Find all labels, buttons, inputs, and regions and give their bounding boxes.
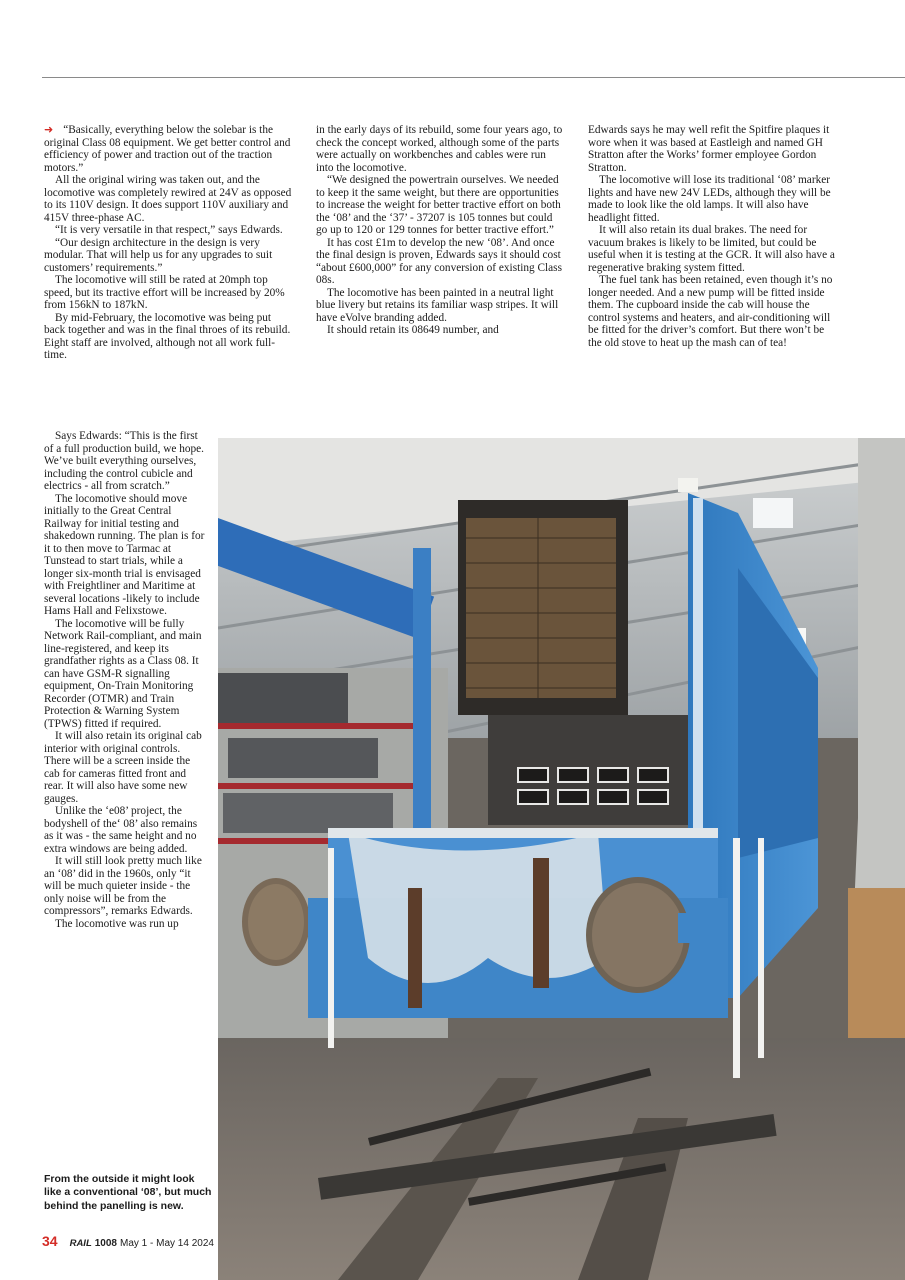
paragraph: By mid-February, the locomotive was being put back together and was in the final throes of its rebuild. Eight staff are involved, although not all work full-time. <box>44 311 291 361</box>
paragraph: The locomotive will still be rated at 20mph top speed, but its tractive effort will be increased by 20% from 156kN to 187kN. <box>44 274 285 311</box>
issue-number: 1008 <box>94 1238 117 1249</box>
paragraph: Says Edwards: “This is the first of a full production build, we hope. We’ve built everything ourselves, including the control cubicle and electrics - all from scratch.” <box>44 430 205 492</box>
locomotive-illustration <box>218 438 905 1280</box>
paragraph: “We designed the powertrain ourselves. We needed to keep it the same weight, but there are opportunities to increase the weight for better tractive effort on both the ‘08’ and the ‘37’ - 37207 is 105 tonnes but could go up to 120 or 129 tonnes for better tractive effort.” <box>316 174 561 236</box>
arrow-icon: ➜ <box>44 123 54 136</box>
paragraph: The locomotive will lose its traditional ‘08’ marker lights and have new 24V LEDs, although they will be made to look like the old lamps. It will also have headlight fitted. <box>588 174 831 224</box>
paragraph: The locomotive should move initially to the Great Central Railway for initial testing and shakedown running. The plan is for it to then move to Tarmac at Tunstead to start trials, while a longer six-month trial is envisaged with Freightliner and Maritime at several locations -likely to include Hams Hall and Felixstowe. <box>44 492 205 617</box>
photo-caption: From the outside it might look like a conventional ‘08’, but much behind the panelling is new. <box>44 1173 212 1212</box>
paragraph: The fuel tank has been retained, even though it’s no longer needed. And a new pump will be fitted inside them. The cupboard inside the cab will house the control systems and heaters, and air-conditioning will be fitted for the driver’s comfort. But there won’t be the old stove to heat up the mash can of tea! <box>588 274 833 349</box>
article-column-1 <box>44 124 294 362</box>
paragraph: The locomotive has been painted in a neutral light blue livery but retains its familiar wasp stripes. It will have eVolve branding added. <box>316 286 559 324</box>
header-rule <box>42 77 905 78</box>
magazine-name: RAIL <box>69 1238 92 1249</box>
paragraph: It has cost £1m to develop the new ‘08’. And once the final design is proven, Edwards says it should cost “about £600,000” for any conversion of existing Class 08s. <box>316 236 562 286</box>
paragraph: “It is very versatile in that respect,” says Edwards. <box>55 224 283 236</box>
locomotive-photo <box>218 438 905 1280</box>
paragraph: It will still look pretty much like an ‘08’ did in the 1960s, only “it will be much quieter inside - the only noise will be from the compressors”, remarks Edwards. <box>44 855 202 917</box>
paragraph: The locomotive will be fully Network Rail-compliant, and main line-registered, and keep its grandfather rights as a Class 08. It can have GSM-R signalling equipment, On-Train Monitoring Recorder (OTMR) and Train Protection & Warning System (TPWS) fitted if required. <box>44 617 202 730</box>
page-footer <box>42 1233 214 1247</box>
article-column-1-narrow <box>44 430 206 930</box>
paragraph: It will also retain its dual brakes. The need for vacuum brakes is likely to be limited, but could be useful when it is testing at the GCR. It will also have a regenerative braking system fitted. <box>588 224 835 274</box>
page-number: 34 <box>42 1233 58 1249</box>
paragraph: Unlike the ‘e08’ project, the bodyshell of the‘ 08’ also remains as it was - the same height and no extra windows are being added. <box>44 805 198 855</box>
article-column-2 <box>316 124 566 337</box>
paragraph: It should retain its 08649 number, and <box>327 324 499 336</box>
paragraph: All the original wiring was taken out, and the locomotive was completely rewired at 24V as opposed to its 110V design. It does support 110V auxiliary and 415V three-phase AC. <box>44 174 292 224</box>
paragraph: in the early days of its rebuild, some four years ago, to check the concept worked, although some of the parts were actually on workbenches and cables were run into the locomotive. <box>316 124 563 174</box>
issue-dates: May 1 - May 14 2024 <box>120 1238 214 1249</box>
paragraph: ➜ “Basically, everything below the solebar is the original Class 08 equipment. We get better control and efficiency of power and traction out of the traction motors.” <box>44 123 291 174</box>
paragraph: The locomotive was run up <box>55 917 179 930</box>
paragraph: Edwards says he may well refit the Spitfire plaques it wore when it was based at Eastleigh and named GH Stratton after the Works’ former employee Gordon Stratton. <box>588 124 830 174</box>
article-column-3 <box>588 124 838 349</box>
paragraph: It will also retain its original cab interior with original controls. There will be a screen inside the cab for cameras fitted front and rear. It will also have some new gauges. <box>44 730 202 805</box>
paragraph: “Our design architecture in the design is very modular. That will help us for any upgrades to suit customers’ requirements.” <box>44 236 273 274</box>
